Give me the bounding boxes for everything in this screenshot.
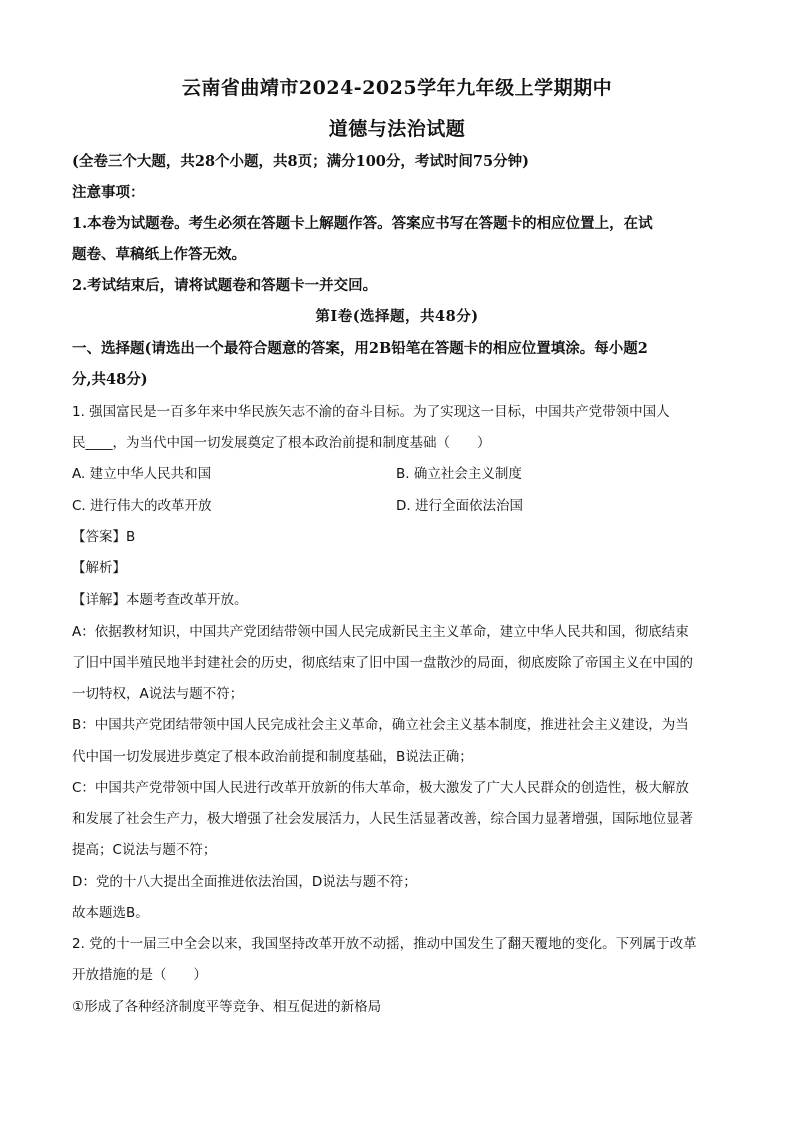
q1-conclusion: 故本题选B。 bbox=[72, 905, 149, 921]
q1-explain-a-1: A：依据教材知识，中国共产党团结带领中国人民完成新民主主义革命，建立中华人民共和国，彻底结束 bbox=[72, 624, 689, 640]
q1-explain-c-3: 提高；C说法与题不符； bbox=[72, 842, 217, 858]
notice-item-1-cont: 题卷、草稿纸上作答无效。 bbox=[72, 246, 246, 263]
q1-detail bbox=[72, 588, 732, 608]
q1-explain-c-2: 和发展了社会生产力，极大增强了社会发展活力，人民生活显著改善，综合国力显著增强，国际地位显著 bbox=[72, 811, 693, 827]
detail-text: 本题考查改革开放。 bbox=[126, 592, 248, 608]
detail-tag: 【详解】 bbox=[72, 592, 126, 608]
q1-option-b: B. 确立社会主义制度 bbox=[396, 466, 522, 482]
q1-option-c: C. 进行伟大的改革开放 bbox=[72, 498, 212, 514]
exam-title: 云南省曲靖市2024-2025学年九年级上学期期中 bbox=[181, 77, 613, 99]
answer-value: B bbox=[126, 529, 136, 545]
q1-explain-b-1: B：中国共产党团结带领中国人民完成社会主义革命，确立社会主义基本制度，推进社会主义建设，为当 bbox=[72, 717, 689, 733]
section-heading-cont: 分,共48分) bbox=[72, 371, 148, 388]
exam-subject-title: 道德与法治试题 bbox=[328, 118, 466, 140]
q1-explain-b-2: 代中国一切发展进步奠定了根本政治前提和制度基础，B说法正确； bbox=[72, 749, 473, 765]
notice-heading: 注意事项： bbox=[72, 184, 145, 201]
answer-tag: 【答案】 bbox=[72, 529, 126, 545]
q2-item-1: ①形成了各种经济制度平等竞争、相互促进的新格局 bbox=[72, 999, 382, 1015]
q1-explain-a-3: 一切特权，A说法与题不符； bbox=[72, 686, 244, 702]
q1-option-d: D. 进行全面依法治国 bbox=[396, 498, 523, 514]
q2-stem: 2. 党的十一届三中全会以来，我国坚持改革开放不动摇，推动中国发生了翻天覆地的变化。下列属于改革 bbox=[72, 936, 697, 952]
q1-explain-a-2: 了旧中国半殖民地半封建社会的历史，彻底结束了旧中国一盘散沙的局面，彻底废除了帝国主义在中国的 bbox=[72, 655, 693, 671]
q1-stem-cont: 民____，为当代中国一切发展奠定了根本政治前提和制度基础（ ） bbox=[72, 435, 491, 451]
q1-explain-c-1: C：中国共产党带领中国人民进行改革开放新的伟大革命，极大激发了广大人民群众的创造性，极大解放 bbox=[72, 780, 689, 796]
exam-scope: (全卷三个大题，共28个小题，共8页；满分100分，考试时间75分钟) bbox=[72, 153, 529, 170]
q1-option-a: A. 建立中华人民共和国 bbox=[72, 466, 212, 482]
notice-item-1: 1.本卷为试题卷。考生必须在答题卡上解题作答。答案应书写在答题卡的相应位置上，在试 bbox=[72, 215, 653, 232]
q1-explain-d-1: D：党的十八大提出全面推进依法治国，D说法与题不符； bbox=[72, 874, 417, 890]
q1-analysis-tag: 【解析】 bbox=[72, 560, 126, 576]
part-title: 第Ⅰ卷(选择题，共48分) bbox=[315, 308, 479, 325]
section-heading: 一、选择题(请选出一个最符合题意的答案，用2B铅笔在答题卡的相应位置填涂。每小题2 bbox=[72, 340, 648, 357]
q1-answer bbox=[72, 525, 732, 545]
notice-item-2: 2.考试结束后，请将试题卷和答题卡一并交回。 bbox=[72, 277, 378, 294]
q2-stem-cont: 开放措施的是（ ） bbox=[72, 967, 207, 983]
q1-stem: 1. 强国富民是一百多年来中华民族矢志不渝的奋斗目标。为了实现这一目标，中国共产党带领中国人 bbox=[72, 404, 670, 420]
